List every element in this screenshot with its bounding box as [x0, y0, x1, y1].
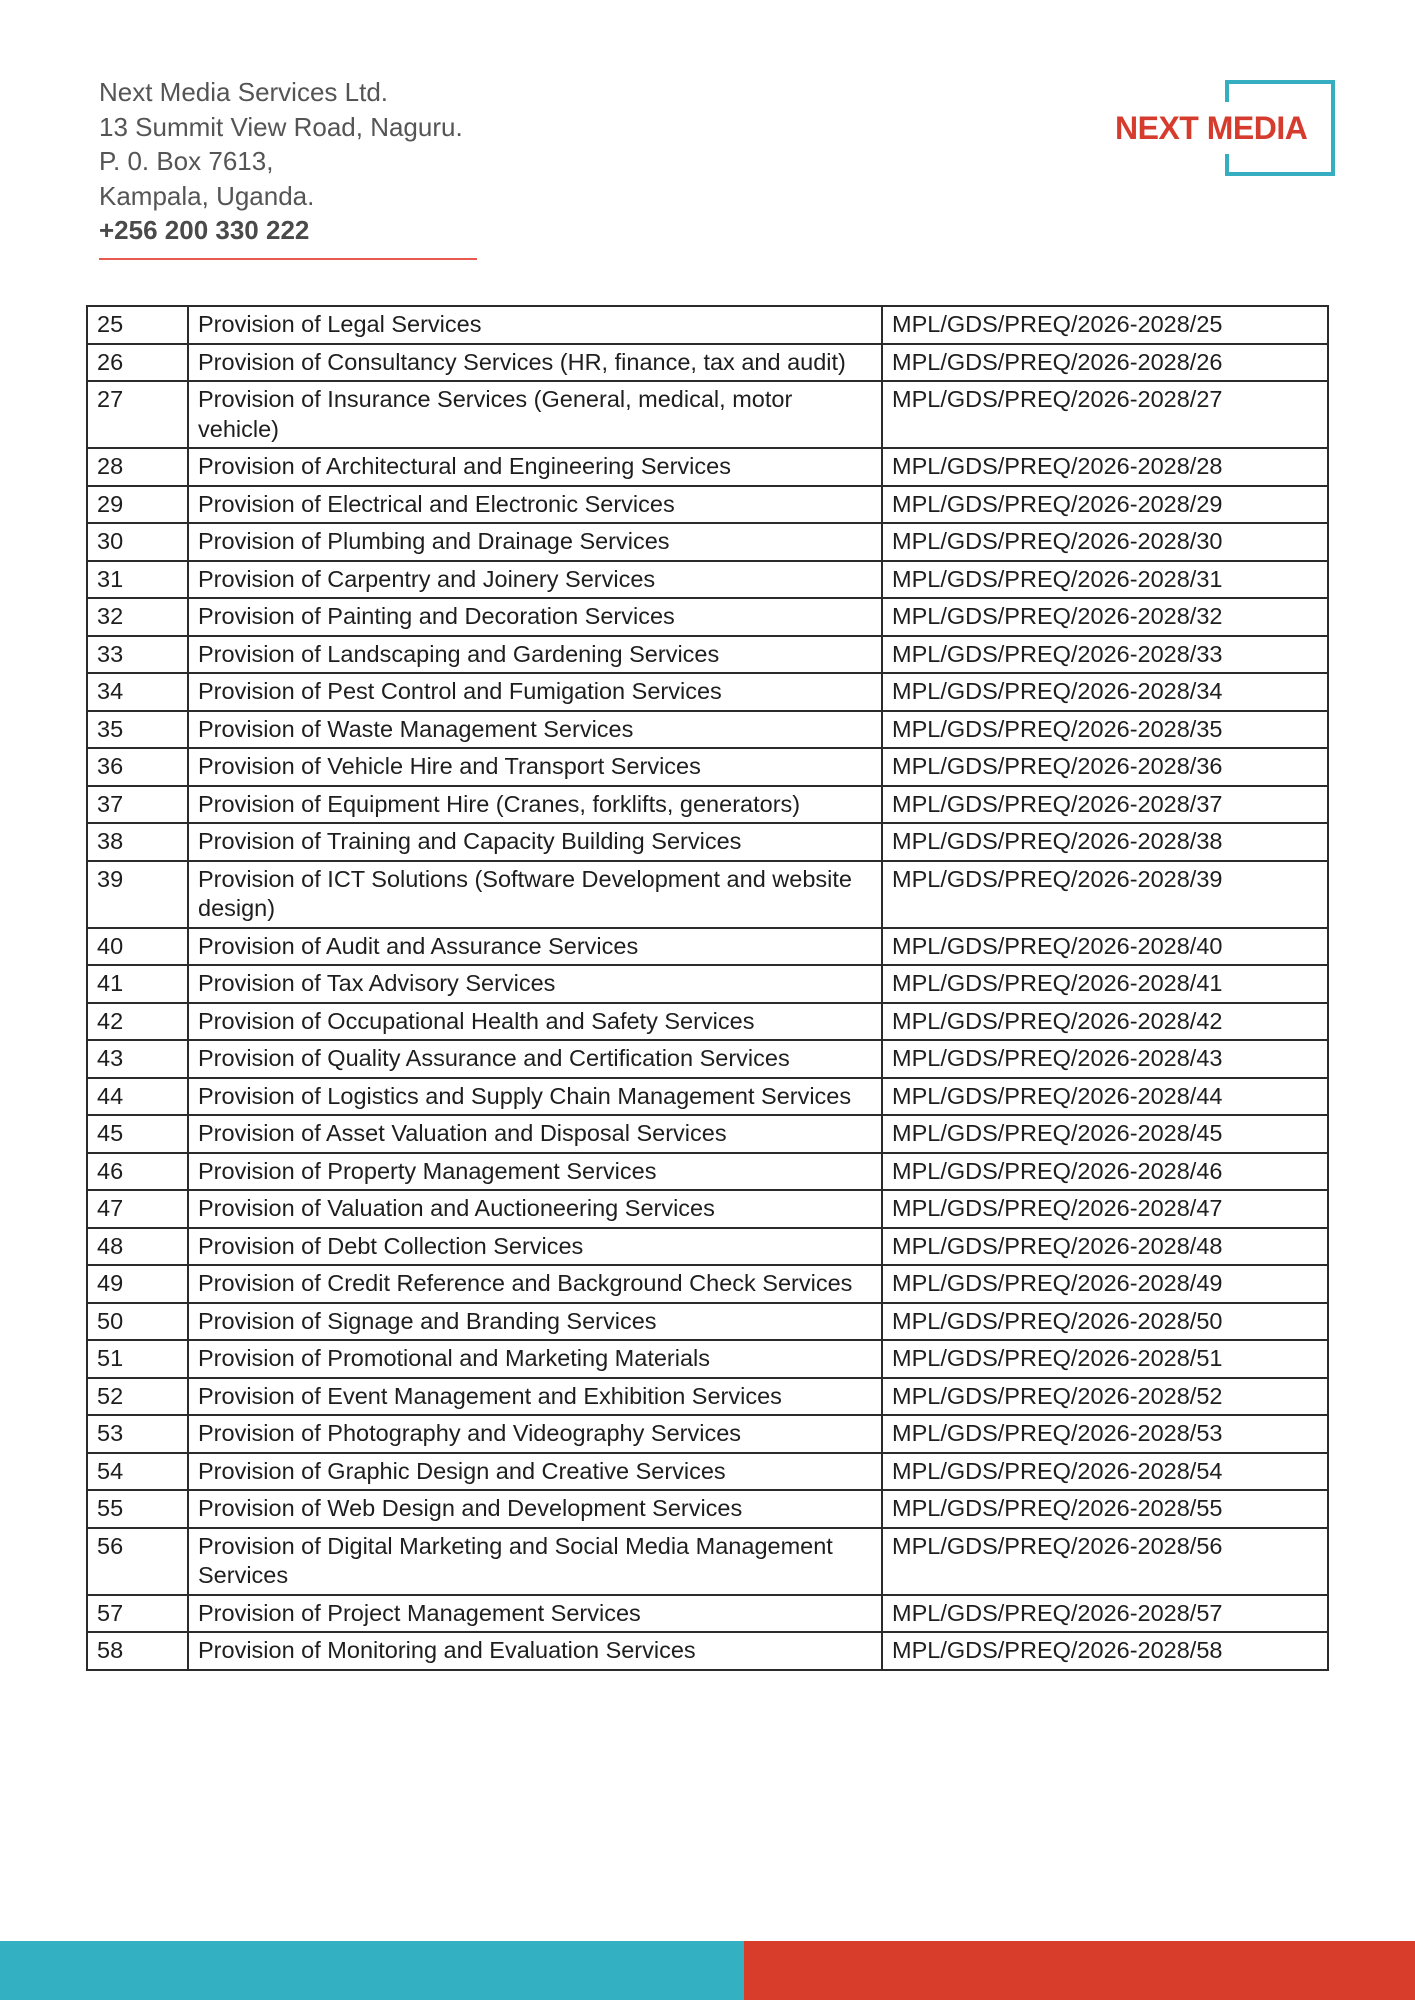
row-description: Provision of Insurance Services (General, medical, motor vehicle) [188, 381, 882, 448]
next-media-logo [1115, 80, 1335, 182]
table-row [87, 861, 1328, 928]
row-description: Provision of Digital Marketing and Social Media Management Services [188, 1528, 882, 1595]
row-reference: MPL/GDS/PREQ/2026-2028/37 [882, 786, 1328, 824]
row-description: Provision of Photography and Videography Services [188, 1415, 882, 1453]
row-reference: MPL/GDS/PREQ/2026-2028/47 [882, 1190, 1328, 1228]
row-reference: MPL/GDS/PREQ/2026-2028/26 [882, 344, 1328, 382]
row-reference: MPL/GDS/PREQ/2026-2028/40 [882, 928, 1328, 966]
table-row [87, 1415, 1328, 1453]
table-row [87, 1340, 1328, 1378]
footer-teal-block [0, 1941, 744, 2000]
table-row [87, 1078, 1328, 1116]
row-description: Provision of Carpentry and Joinery Services [188, 561, 882, 599]
row-number: 25 [87, 306, 188, 344]
table-row [87, 823, 1328, 861]
table-row [87, 306, 1328, 344]
row-number: 39 [87, 861, 188, 928]
row-reference: MPL/GDS/PREQ/2026-2028/28 [882, 448, 1328, 486]
row-number: 51 [87, 1340, 188, 1378]
table-row [87, 711, 1328, 749]
row-number: 50 [87, 1303, 188, 1341]
row-reference: MPL/GDS/PREQ/2026-2028/29 [882, 486, 1328, 524]
table-row [87, 1632, 1328, 1670]
row-number: 43 [87, 1040, 188, 1078]
row-reference: MPL/GDS/PREQ/2026-2028/51 [882, 1340, 1328, 1378]
row-reference: MPL/GDS/PREQ/2026-2028/56 [882, 1528, 1328, 1595]
row-reference: MPL/GDS/PREQ/2026-2028/44 [882, 1078, 1328, 1116]
table-row [87, 1453, 1328, 1491]
table-row [87, 486, 1328, 524]
row-number: 37 [87, 786, 188, 824]
row-number: 32 [87, 598, 188, 636]
row-number: 29 [87, 486, 188, 524]
row-number: 30 [87, 523, 188, 561]
row-description: Provision of Legal Services [188, 306, 882, 344]
table-row [87, 1228, 1328, 1266]
table-row [87, 928, 1328, 966]
row-reference: MPL/GDS/PREQ/2026-2028/57 [882, 1595, 1328, 1633]
row-reference: MPL/GDS/PREQ/2026-2028/58 [882, 1632, 1328, 1670]
row-number: 35 [87, 711, 188, 749]
row-description: Provision of Vehicle Hire and Transport Services [188, 748, 882, 786]
row-description: Provision of Tax Advisory Services [188, 965, 882, 1003]
row-reference: MPL/GDS/PREQ/2026-2028/55 [882, 1490, 1328, 1528]
table-row [87, 1490, 1328, 1528]
row-number: 58 [87, 1632, 188, 1670]
row-reference: MPL/GDS/PREQ/2026-2028/53 [882, 1415, 1328, 1453]
row-description: Provision of Occupational Health and Safety Services [188, 1003, 882, 1041]
row-description: Provision of ICT Solutions (Software Development and website design) [188, 861, 882, 928]
row-reference: MPL/GDS/PREQ/2026-2028/50 [882, 1303, 1328, 1341]
row-number: 45 [87, 1115, 188, 1153]
table-row [87, 1003, 1328, 1041]
row-reference: MPL/GDS/PREQ/2026-2028/27 [882, 381, 1328, 448]
row-number: 31 [87, 561, 188, 599]
row-description: Provision of Signage and Branding Services [188, 1303, 882, 1341]
row-number: 46 [87, 1153, 188, 1191]
row-number: 42 [87, 1003, 188, 1041]
row-description: Provision of Waste Management Services [188, 711, 882, 749]
table-row [87, 1595, 1328, 1633]
row-number: 34 [87, 673, 188, 711]
table-row [87, 636, 1328, 674]
table-row [87, 561, 1328, 599]
row-reference: MPL/GDS/PREQ/2026-2028/46 [882, 1153, 1328, 1191]
row-number: 55 [87, 1490, 188, 1528]
row-description: Provision of Quality Assurance and Certification Services [188, 1040, 882, 1078]
row-description: Provision of Asset Valuation and Disposal Services [188, 1115, 882, 1153]
row-description: Provision of Electrical and Electronic Services [188, 486, 882, 524]
row-reference: MPL/GDS/PREQ/2026-2028/31 [882, 561, 1328, 599]
table-row [87, 381, 1328, 448]
table-row [87, 1190, 1328, 1228]
row-number: 28 [87, 448, 188, 486]
row-number: 27 [87, 381, 188, 448]
row-reference: MPL/GDS/PREQ/2026-2028/30 [882, 523, 1328, 561]
company-street: 13 Summit View Road, Naguru. [99, 111, 463, 142]
row-reference: MPL/GDS/PREQ/2026-2028/34 [882, 673, 1328, 711]
row-description: Provision of Training and Capacity Building Services [188, 823, 882, 861]
table-row [87, 748, 1328, 786]
row-number: 56 [87, 1528, 188, 1595]
row-reference: MPL/GDS/PREQ/2026-2028/33 [882, 636, 1328, 674]
row-description: Provision of Credit Reference and Background Check Services [188, 1265, 882, 1303]
row-reference: MPL/GDS/PREQ/2026-2028/36 [882, 748, 1328, 786]
row-description: Provision of Audit and Assurance Services [188, 928, 882, 966]
table-row [87, 673, 1328, 711]
row-reference: MPL/GDS/PREQ/2026-2028/48 [882, 1228, 1328, 1266]
company-address [99, 75, 463, 248]
services-table [86, 305, 1329, 1671]
footer-red-block [744, 1941, 1415, 2000]
row-reference: MPL/GDS/PREQ/2026-2028/41 [882, 965, 1328, 1003]
row-reference: MPL/GDS/PREQ/2026-2028/54 [882, 1453, 1328, 1491]
row-number: 26 [87, 344, 188, 382]
row-description: Provision of Pest Control and Fumigation Services [188, 673, 882, 711]
row-reference: MPL/GDS/PREQ/2026-2028/49 [882, 1265, 1328, 1303]
row-description: Provision of Valuation and Auctioneering Services [188, 1190, 882, 1228]
row-description: Provision of Logistics and Supply Chain Management Services [188, 1078, 882, 1116]
row-reference: MPL/GDS/PREQ/2026-2028/42 [882, 1003, 1328, 1041]
row-number: 44 [87, 1078, 188, 1116]
table-row [87, 344, 1328, 382]
row-number: 40 [87, 928, 188, 966]
row-description: Provision of Plumbing and Drainage Services [188, 523, 882, 561]
table-row [87, 1528, 1328, 1595]
table-row [87, 1040, 1328, 1078]
table-row [87, 1378, 1328, 1416]
table-row [87, 1153, 1328, 1191]
row-description: Provision of Web Design and Development Services [188, 1490, 882, 1528]
row-number: 33 [87, 636, 188, 674]
table-row [87, 598, 1328, 636]
table-row [87, 1115, 1328, 1153]
table-row [87, 965, 1328, 1003]
company-city: Kampala, Uganda. [99, 180, 315, 211]
row-number: 54 [87, 1453, 188, 1491]
row-number: 52 [87, 1378, 188, 1416]
row-description: Provision of Graphic Design and Creative Services [188, 1453, 882, 1491]
row-description: Provision of Monitoring and Evaluation Services [188, 1632, 882, 1670]
logo-text: NEXT MEDIA [1115, 110, 1311, 147]
row-number: 41 [87, 965, 188, 1003]
table-row [87, 448, 1328, 486]
row-number: 38 [87, 823, 188, 861]
address-divider [99, 258, 477, 260]
footer-color-bar [0, 1941, 1415, 2000]
table-row [87, 1265, 1328, 1303]
row-description: Provision of Painting and Decoration Services [188, 598, 882, 636]
table-row [87, 523, 1328, 561]
row-number: 57 [87, 1595, 188, 1633]
row-number: 49 [87, 1265, 188, 1303]
row-reference: MPL/GDS/PREQ/2026-2028/52 [882, 1378, 1328, 1416]
row-description: Provision of Equipment Hire (Cranes, forklifts, generators) [188, 786, 882, 824]
table-row [87, 1303, 1328, 1341]
row-number: 36 [87, 748, 188, 786]
row-description: Provision of Consultancy Services (HR, finance, tax and audit) [188, 344, 882, 382]
row-number: 48 [87, 1228, 188, 1266]
row-description: Provision of Debt Collection Services [188, 1228, 882, 1266]
row-reference: MPL/GDS/PREQ/2026-2028/38 [882, 823, 1328, 861]
row-reference: MPL/GDS/PREQ/2026-2028/43 [882, 1040, 1328, 1078]
row-description: Provision of Architectural and Engineering Services [188, 448, 882, 486]
row-reference: MPL/GDS/PREQ/2026-2028/39 [882, 861, 1328, 928]
row-reference: MPL/GDS/PREQ/2026-2028/25 [882, 306, 1328, 344]
row-description: Provision of Project Management Services [188, 1595, 882, 1633]
row-description: Provision of Property Management Services [188, 1153, 882, 1191]
company-po-box: P. 0. Box 7613, [99, 146, 274, 176]
row-number: 53 [87, 1415, 188, 1453]
company-phone: +256 200 330 222 [99, 215, 310, 245]
row-description: Provision of Event Management and Exhibition Services [188, 1378, 882, 1416]
row-number: 47 [87, 1190, 188, 1228]
services-table-body [87, 306, 1328, 1670]
row-reference: MPL/GDS/PREQ/2026-2028/35 [882, 711, 1328, 749]
company-name: Next Media Services Ltd. [99, 77, 389, 107]
row-description: Provision of Landscaping and Gardening Services [188, 636, 882, 674]
table-row [87, 786, 1328, 824]
row-reference: MPL/GDS/PREQ/2026-2028/32 [882, 598, 1328, 636]
row-description: Provision of Promotional and Marketing Materials [188, 1340, 882, 1378]
row-reference: MPL/GDS/PREQ/2026-2028/45 [882, 1115, 1328, 1153]
